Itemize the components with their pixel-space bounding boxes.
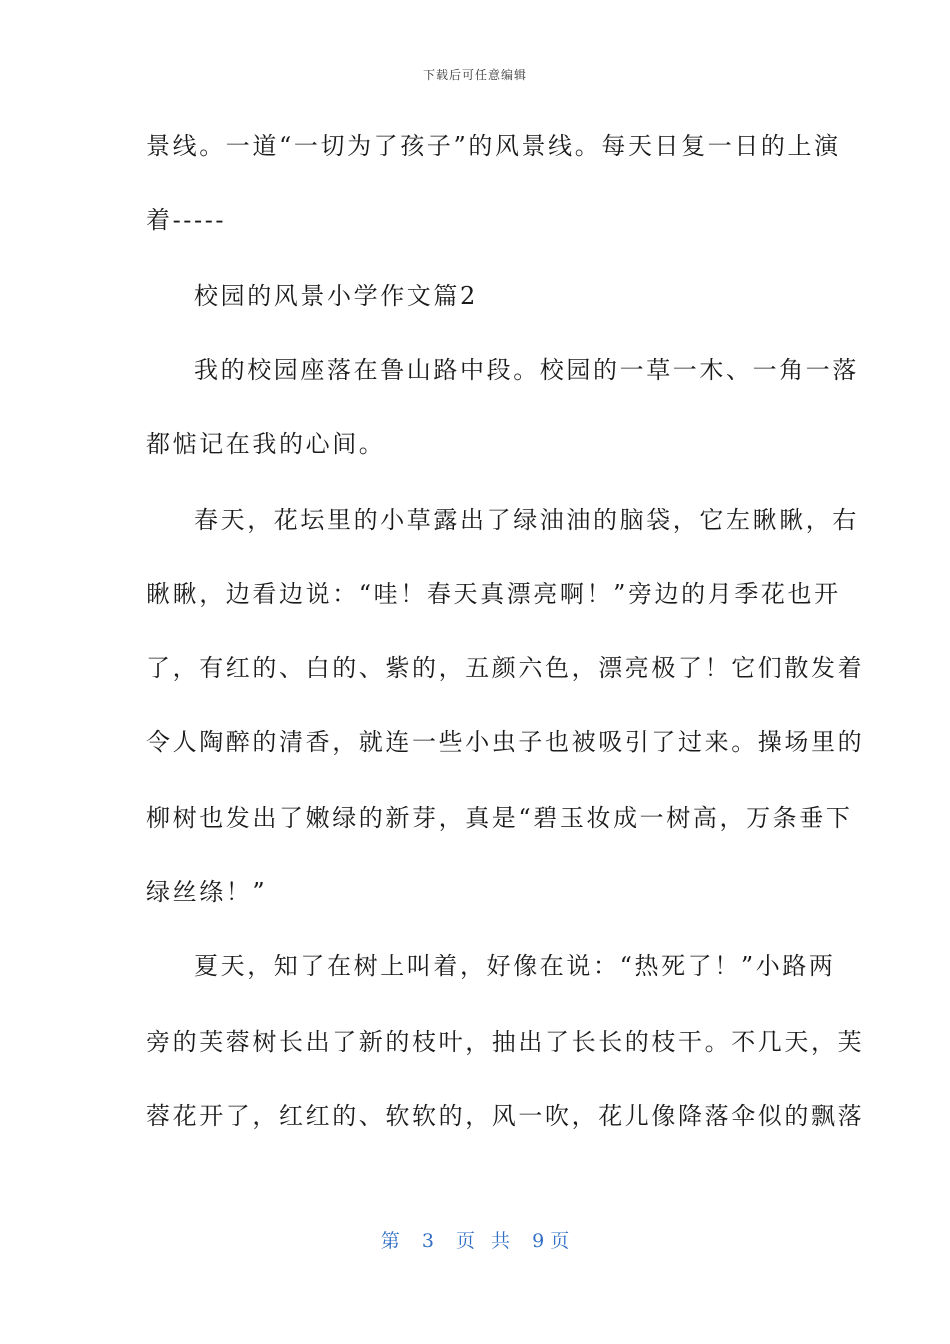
text-line: 柳树也发出了嫩绿的新芽，真是“碧玉妆成一树高，万条垂下: [146, 804, 853, 832]
text-line: 瞅瞅，边看边说：“哇！春天真漂亮啊！”旁边的月季花也开: [146, 580, 841, 608]
footer-suffix: 页: [550, 1230, 570, 1252]
text-line: 春天，花坛里的小草露出了绿油油的脑袋，它左瞅瞅，右: [194, 506, 859, 534]
text-line: 夏天，知了在树上叫着，好像在说：“热死了！”小路两: [194, 952, 836, 980]
text-line: 都惦记在我的心间。: [146, 430, 386, 458]
section-title: 校园的风景小学作文篇2: [194, 282, 478, 310]
page-footer: [0, 1226, 950, 1253]
footer-middle: 页 共: [456, 1230, 511, 1252]
text-line: 了，有红的、白的、紫的，五颜六色，漂亮极了！它们散发着: [146, 654, 865, 682]
text-line: 景线。一道“一切为了孩子”的风景线。每天日复一日的上演: [146, 132, 841, 160]
current-page-number: 3: [421, 1230, 434, 1252]
text-line: 我的校园座落在鲁山路中段。校园的一草一木、一角一落: [194, 356, 859, 384]
text-line: 绿丝绦！”: [146, 878, 268, 906]
footer-prefix: 第: [380, 1230, 400, 1252]
page-header: 下载后可任意编辑: [422, 68, 527, 82]
text-line: 令人陶醉的清香，就连一些小虫子也被吸引了过来。操场里的: [146, 728, 865, 756]
text-line: 着-----: [146, 206, 227, 234]
text-line: 蓉花开了，红红的、软软的，风一吹，花儿像降落伞似的飘落: [146, 1102, 865, 1130]
text-line: 旁的芙蓉树长出了新的枝叶，抽出了长长的枝干。不几天，芙: [146, 1028, 865, 1056]
total-pages-number: 9: [532, 1230, 545, 1252]
